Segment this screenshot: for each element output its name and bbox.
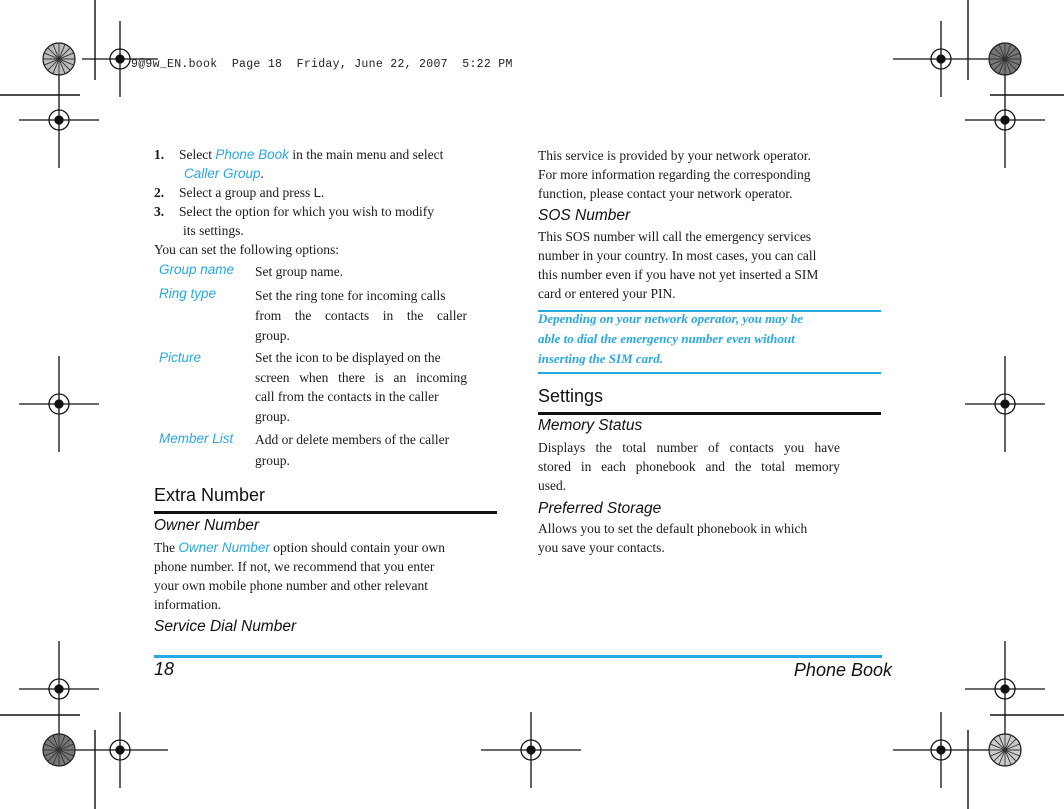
para-line bbox=[154, 538, 474, 557]
phone-book-link: Phone Book bbox=[215, 147, 289, 162]
justify-chunk: of bbox=[708, 440, 720, 455]
desc-line-justified bbox=[255, 306, 467, 326]
justify-chunk: from bbox=[255, 308, 282, 323]
justify-chunk: in bbox=[382, 308, 394, 323]
option-term-ring-type: Ring type bbox=[159, 286, 217, 301]
justify-chunk: you bbox=[783, 440, 805, 455]
step-text: in the main menu and select bbox=[288, 147, 444, 162]
para-line: This SOS number will call the emergency services bbox=[538, 229, 812, 244]
desc-line: Set the ring tone for incoming calls bbox=[255, 288, 446, 303]
justify-chunk: is bbox=[374, 369, 384, 385]
note-line: able to dial the emergency number even without bbox=[538, 331, 795, 346]
para-line: this number even if you have not yet inserted a SIM bbox=[538, 267, 819, 282]
option-desc-ring-type bbox=[255, 286, 467, 346]
justify-chunk: the bbox=[734, 459, 752, 474]
justify-chunk: incoming bbox=[416, 369, 467, 385]
step-1-cont bbox=[154, 164, 474, 183]
para-line: card or entered your PIN. bbox=[538, 286, 676, 301]
desc-line: group. bbox=[255, 453, 290, 468]
section-rule bbox=[154, 511, 497, 514]
para-line: phone number. If not, we recommend that you enter bbox=[154, 559, 435, 574]
option-term-picture: Picture bbox=[159, 350, 202, 365]
note-bottom-rule bbox=[538, 372, 881, 374]
justify-chunk: caller bbox=[436, 308, 467, 323]
para-line: number in your country. In most cases, you can call bbox=[538, 248, 817, 263]
step-number: 3. bbox=[154, 204, 165, 219]
owner-number-heading: Owner Number bbox=[154, 517, 260, 534]
option-desc-member-list bbox=[255, 429, 467, 471]
option-desc-picture bbox=[255, 348, 467, 426]
justify-chunk: phonebook bbox=[635, 459, 696, 474]
para-line: you save your contacts. bbox=[538, 540, 665, 555]
step-text: Select the option for which you wish to modify bbox=[179, 204, 434, 219]
para-line: Allows you to set the default phonebook in which bbox=[538, 521, 808, 536]
desc-line: call from the contacts in the caller bbox=[255, 389, 439, 404]
justify-chunk: number bbox=[656, 440, 698, 455]
justify-chunk: and bbox=[705, 459, 725, 474]
extra-number-heading: Extra Number bbox=[154, 485, 266, 505]
desc-line: group. bbox=[255, 328, 290, 343]
para-line-justified bbox=[538, 457, 840, 476]
para-text: The bbox=[154, 540, 179, 555]
settings-heading: Settings bbox=[538, 386, 604, 406]
desc-line-justified bbox=[255, 368, 467, 388]
option-term-member-list: Member List bbox=[159, 431, 234, 446]
memory-paragraph bbox=[538, 438, 840, 495]
option-term-group-name: Group name bbox=[159, 262, 235, 277]
justify-chunk: when bbox=[299, 369, 329, 385]
step-number: 1. bbox=[154, 147, 165, 162]
desc-line: group. bbox=[255, 408, 290, 424]
justify-chunk: there bbox=[338, 369, 366, 385]
step-3 bbox=[154, 202, 474, 221]
justify-chunk: memory bbox=[794, 459, 840, 474]
step-text: . bbox=[260, 166, 264, 181]
note-line: inserting the SIM card. bbox=[538, 351, 663, 366]
justify-chunk: an bbox=[393, 369, 407, 385]
justify-chunk: screen bbox=[255, 369, 290, 385]
service-paragraph bbox=[538, 146, 848, 203]
step-3-cont: its settings. bbox=[183, 223, 244, 238]
justify-chunk: the bbox=[595, 440, 612, 455]
owner-number-link: Owner Number bbox=[178, 540, 270, 555]
step-2 bbox=[154, 183, 474, 202]
step-text: Select bbox=[179, 147, 216, 162]
sos-paragraph bbox=[538, 227, 848, 303]
justify-chunk: stored bbox=[538, 459, 571, 474]
key-glyph: L bbox=[313, 185, 321, 200]
desc-line: Add or delete members of the caller bbox=[255, 432, 450, 447]
preferred-storage-heading: Preferred Storage bbox=[538, 500, 662, 517]
justify-chunk: the bbox=[294, 308, 312, 323]
justify-chunk: in bbox=[580, 459, 592, 474]
step-1 bbox=[154, 145, 474, 164]
note-line: Depending on your network operator, you may be bbox=[538, 311, 804, 326]
caller-group-link: Caller Group bbox=[184, 166, 261, 181]
service-dial-heading: Service Dial Number bbox=[154, 618, 297, 635]
sos-number-heading: SOS Number bbox=[538, 207, 631, 224]
steps-list bbox=[154, 145, 474, 259]
owner-number-paragraph bbox=[154, 538, 474, 614]
page-number: 18 bbox=[154, 659, 175, 679]
step-text: Select a group and press bbox=[179, 185, 314, 200]
print-header: 9@9w_EN.book Page 18 Friday, June 22, 2007 5:22 PM bbox=[131, 58, 513, 71]
para-line: used. bbox=[538, 478, 567, 493]
justify-chunk: the bbox=[406, 308, 424, 323]
options-intro: You can set the following options: bbox=[154, 242, 339, 257]
para-line: For more information regarding the corresponding bbox=[538, 167, 811, 182]
justify-chunk: contacts bbox=[324, 308, 370, 323]
justify-chunk: contacts bbox=[729, 440, 774, 455]
justify-chunk: total bbox=[761, 459, 786, 474]
footer-rule bbox=[154, 655, 882, 658]
justify-chunk: each bbox=[601, 459, 626, 474]
justify-chunk: have bbox=[814, 440, 840, 455]
desc-line: Set the icon to be displayed on the bbox=[255, 350, 441, 365]
step-number: 2. bbox=[154, 185, 165, 200]
footer-section-title: Phone Book bbox=[793, 660, 892, 680]
preferred-paragraph bbox=[538, 519, 848, 557]
section-rule bbox=[538, 412, 881, 415]
justify-chunk: Displays bbox=[538, 440, 586, 455]
para-text: option should contain your own bbox=[269, 540, 446, 555]
memory-status-heading: Memory Status bbox=[538, 417, 643, 434]
para-line: your own mobile phone number and other relevant bbox=[154, 578, 429, 593]
option-desc-group-name bbox=[255, 262, 467, 281]
para-line: information. bbox=[154, 597, 222, 612]
step-text: . bbox=[320, 185, 325, 200]
desc-line: Set group name. bbox=[255, 264, 344, 279]
para-line-justified bbox=[538, 438, 840, 457]
para-line: function, please contact your network operator. bbox=[538, 186, 793, 201]
justify-chunk: total bbox=[622, 440, 647, 455]
note-box bbox=[538, 309, 848, 369]
para-line: This service is provided by your network operator. bbox=[538, 148, 811, 163]
